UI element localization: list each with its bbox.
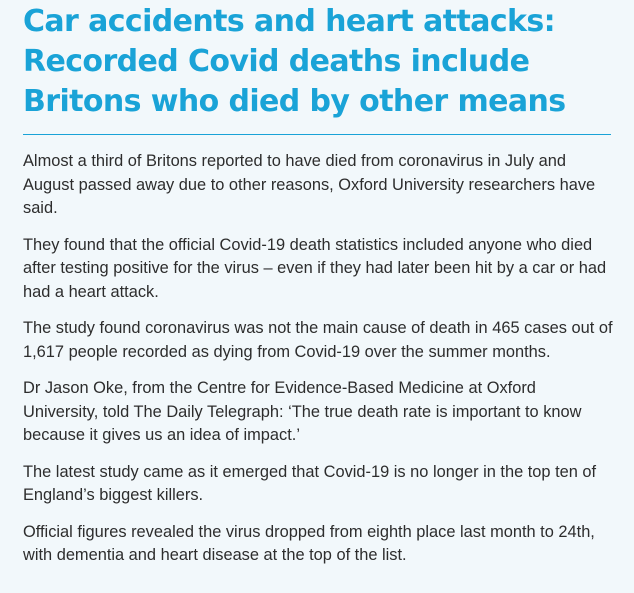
article-paragraph: Official figures revealed the virus dropped from eighth place last month to 24th, with dementia and heart disease at the top of the list. xyxy=(23,522,595,564)
article-paragraph: Almost a third of Britons reported to have died from coronavirus in July and August passed away due to other reasons, Oxford University researchers have said. xyxy=(23,152,596,217)
article-headline: Car accidents and heart attacks: Recorded Covid deaths include Britons who died by other means xyxy=(23,4,566,119)
article xyxy=(23,0,613,581)
article-paragraph: Dr Jason Oke, from the Centre for Evidence-Based Medicine at Oxford University, told The Daily Telegraph: ‘The true death rate is important to know because it gives us an idea of impact.’ xyxy=(23,379,582,444)
article-body xyxy=(23,150,613,568)
article-paragraph: The study found coronavirus was not the main cause of death in 465 cases out of 1,617 people recorded as dying from Covid-19 over the summer months. xyxy=(23,319,613,361)
headline-divider xyxy=(23,134,611,135)
article-paragraph: The latest study came as it emerged that Covid-19 is no longer in the top ten of England’s biggest killers. xyxy=(23,462,597,504)
article-paragraph: They found that the official Covid-19 death statistics included anyone who died after testing positive for the virus – even if they had later been hit by a car or had had a heart attack. xyxy=(23,235,607,301)
